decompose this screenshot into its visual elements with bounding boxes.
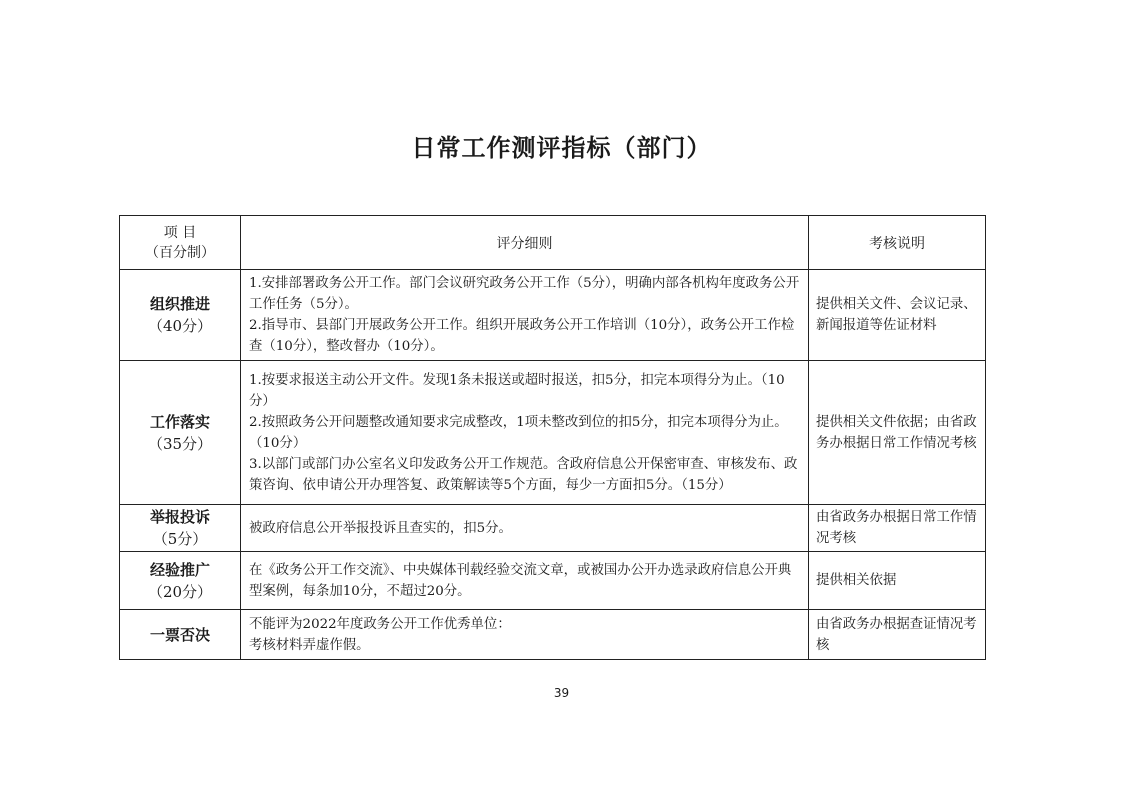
detail-line: 2.按照政务公开问题整改通知要求完成整改，1项未整改到位的扣5分，扣完本项得分为止。（10分） [249,414,788,451]
detail-line: 在《政务公开工作交流》、中央媒体刊载经验交流文章，或被国办公开办选录政府信息公开典型案例，每条加10分，不超过20分。 [249,562,792,599]
item-score: （20分） [147,582,213,601]
detail-line: 1.安排部署政务公开工作。部门会议研究政务公开工作（5分），明确内部各机构年度政务公开工作任务（5分）。 [249,276,800,312]
detail-line: 3.以部门或部门办公室名义印发政务公开工作规范。含政府信息公开保密审查、审核发布、政策咨询、依申请公开办理答复、政策解读等5个方面，每少一方面扣5分。（15分） [249,456,798,493]
row-item [120,505,241,552]
row-note: 提供相关文件、会议记录、新闻报道等佐证材料 [809,270,986,361]
item-score: （5分） [152,530,208,548]
row-detail [241,505,809,552]
page-number: 39 [553,686,570,700]
row-detail [241,270,809,361]
row-item [120,552,241,610]
item-name: 举报投诉 [149,508,210,526]
row-item [120,270,241,361]
detail-line: 考核材料弄虚作假。 [249,637,370,653]
table-row [120,270,986,361]
item-name: 组织推进 [149,295,210,313]
table-header-row [120,216,986,270]
row-note: 提供相关文件依据；由省政务办根据日常工作情况考核 [809,361,986,505]
header-note: 考核说明 [809,216,986,270]
document-title: 日常工作测评指标（部门） [411,134,712,162]
table-row [120,505,986,552]
table-row [120,552,986,610]
table-row [120,361,986,505]
row-item [120,361,241,505]
row-note: 提供相关依据 [809,552,986,610]
header-item-sublabel: （百分制） [145,244,215,261]
item-name: 经验推广 [149,560,210,579]
item-score: （35分） [147,434,213,453]
detail-line: 2.指导市、县部门开展政务公开工作。组织开展政务公开工作培训（10分），政务公开工作检查（10分），整改督办（10分）。 [249,318,795,354]
detail-line: 不能评为2022年度政务公开工作优秀单位： [249,616,511,632]
evaluation-table [119,215,986,660]
detail-line: 1.按要求报送主动公开文件。发现1条未报送或超时报送，扣5分，扣完本项得分为止。（10分） [249,372,785,409]
header-item-label: 项 目 [163,224,197,241]
row-detail [241,610,809,660]
row-note: 由省政务办根据查证情况考核 [809,610,986,660]
item-name: 一票否决 [149,625,210,644]
item-score: （40分） [147,317,213,335]
row-detail [241,552,809,610]
header-detail: 评分细则 [241,216,809,270]
item-name: 工作落实 [149,412,210,431]
row-item [120,610,241,660]
row-detail [241,361,809,505]
row-note: 由省政务办根据日常工作情况考核 [809,505,986,552]
header-item [120,216,241,270]
table-row [120,610,986,660]
detail-line: 被政府信息公开举报投诉且查实的，扣5分。 [249,520,512,536]
